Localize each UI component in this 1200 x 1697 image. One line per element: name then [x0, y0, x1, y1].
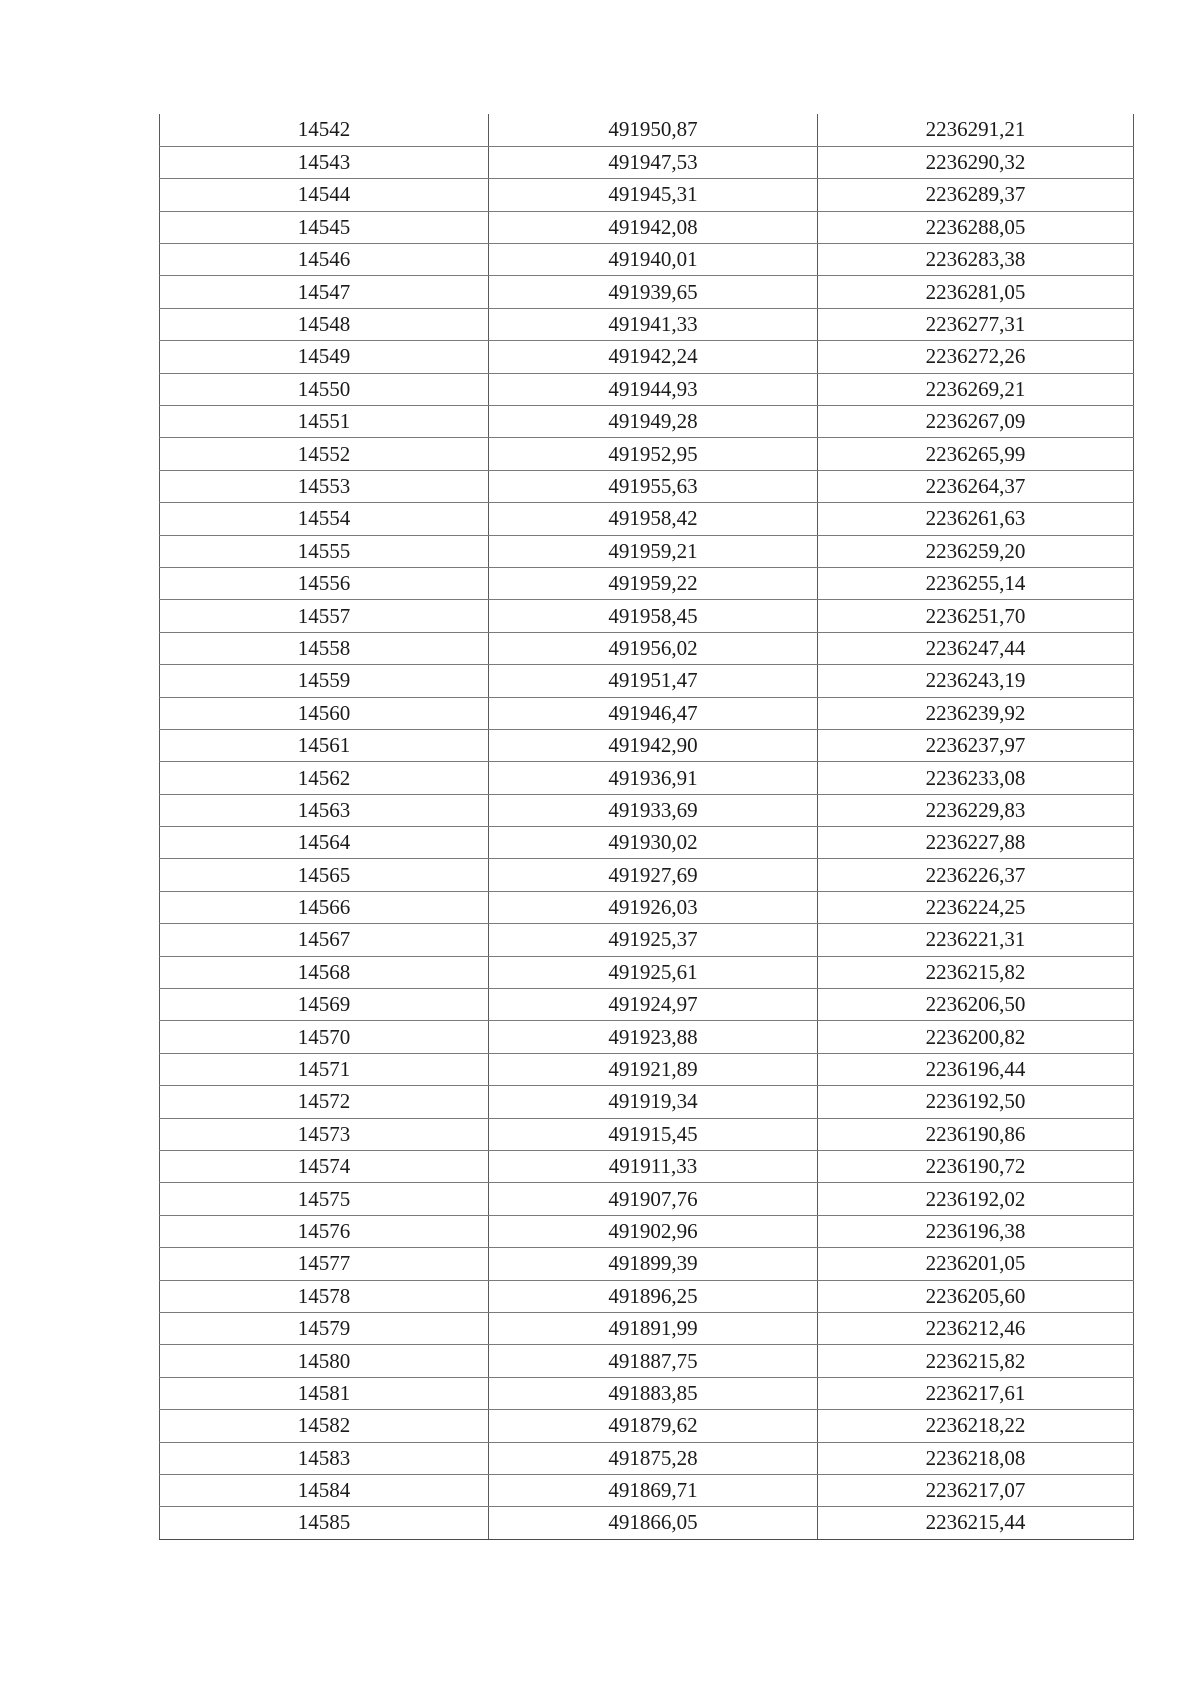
y-coordinate-cell: 2236201,05: [818, 1248, 1134, 1280]
y-coordinate-cell: 2236200,82: [818, 1021, 1134, 1053]
point-number-cell: 14543: [160, 146, 489, 178]
x-coordinate-cell: 491933,69: [489, 794, 818, 826]
point-number-cell: 14548: [160, 308, 489, 340]
point-number-cell: 14555: [160, 535, 489, 567]
point-number-cell: 14573: [160, 1118, 489, 1150]
point-number-cell: 14560: [160, 697, 489, 729]
point-number-cell: 14582: [160, 1410, 489, 1442]
x-coordinate-cell: 491926,03: [489, 891, 818, 923]
y-coordinate-cell: 2236192,02: [818, 1183, 1134, 1215]
y-coordinate-cell: 2236264,37: [818, 470, 1134, 502]
table-row: [160, 632, 1134, 664]
y-coordinate-cell: 2236265,99: [818, 438, 1134, 470]
point-number-cell: 14553: [160, 470, 489, 502]
x-coordinate-cell: 491939,65: [489, 276, 818, 308]
table-row: [160, 470, 1134, 502]
point-number-cell: 14554: [160, 503, 489, 535]
table-row: [160, 956, 1134, 988]
table-row: [160, 567, 1134, 599]
y-coordinate-cell: 2236243,19: [818, 665, 1134, 697]
point-number-cell: 14579: [160, 1312, 489, 1344]
table-row: [160, 1410, 1134, 1442]
x-coordinate-cell: 491925,37: [489, 924, 818, 956]
x-coordinate-cell: 491942,90: [489, 729, 818, 761]
table-row: [160, 989, 1134, 1021]
y-coordinate-cell: 2236196,38: [818, 1215, 1134, 1247]
x-coordinate-cell: 491911,33: [489, 1151, 818, 1183]
table-row: [160, 244, 1134, 276]
x-coordinate-cell: 491958,45: [489, 600, 818, 632]
x-coordinate-cell: 491959,22: [489, 567, 818, 599]
y-coordinate-cell: 2236190,86: [818, 1118, 1134, 1150]
y-coordinate-cell: 2236233,08: [818, 762, 1134, 794]
x-coordinate-cell: 491958,42: [489, 503, 818, 535]
x-coordinate-cell: 491879,62: [489, 1410, 818, 1442]
x-coordinate-cell: 491942,08: [489, 211, 818, 243]
point-number-cell: 14575: [160, 1183, 489, 1215]
table-row: [160, 1507, 1134, 1539]
x-coordinate-cell: 491921,89: [489, 1053, 818, 1085]
point-number-cell: 14578: [160, 1280, 489, 1312]
x-coordinate-cell: 491944,93: [489, 373, 818, 405]
x-coordinate-cell: 491883,85: [489, 1377, 818, 1409]
x-coordinate-cell: 491950,87: [489, 114, 818, 146]
x-coordinate-cell: 491959,21: [489, 535, 818, 567]
table-row: [160, 1312, 1134, 1344]
point-number-cell: 14583: [160, 1442, 489, 1474]
y-coordinate-cell: 2236229,83: [818, 794, 1134, 826]
y-coordinate-cell: 2236215,82: [818, 956, 1134, 988]
x-coordinate-cell: 491936,91: [489, 762, 818, 794]
table-row: [160, 1118, 1134, 1150]
table-row: [160, 600, 1134, 632]
x-coordinate-cell: 491902,96: [489, 1215, 818, 1247]
point-number-cell: 14569: [160, 989, 489, 1021]
x-coordinate-cell: 491896,25: [489, 1280, 818, 1312]
point-number-cell: 14561: [160, 729, 489, 761]
y-coordinate-cell: 2236196,44: [818, 1053, 1134, 1085]
table-row: [160, 146, 1134, 178]
x-coordinate-cell: 491942,24: [489, 341, 818, 373]
y-coordinate-cell: 2236288,05: [818, 211, 1134, 243]
table-row: [160, 503, 1134, 535]
x-coordinate-cell: 491869,71: [489, 1474, 818, 1506]
point-number-cell: 14552: [160, 438, 489, 470]
table-row: [160, 794, 1134, 826]
y-coordinate-cell: 2236215,44: [818, 1507, 1134, 1539]
x-coordinate-cell: 491947,53: [489, 146, 818, 178]
table-row: [160, 211, 1134, 243]
x-coordinate-cell: 491956,02: [489, 632, 818, 664]
y-coordinate-cell: 2236205,60: [818, 1280, 1134, 1312]
table-row: [160, 665, 1134, 697]
point-number-cell: 14574: [160, 1151, 489, 1183]
y-coordinate-cell: 2236224,25: [818, 891, 1134, 923]
x-coordinate-cell: 491915,45: [489, 1118, 818, 1150]
table-row: [160, 859, 1134, 891]
y-coordinate-cell: 2236261,63: [818, 503, 1134, 535]
point-number-cell: 14580: [160, 1345, 489, 1377]
y-coordinate-cell: 2236255,14: [818, 567, 1134, 599]
point-number-cell: 14562: [160, 762, 489, 794]
table-row: [160, 1474, 1134, 1506]
point-number-cell: 14571: [160, 1053, 489, 1085]
table-row: [160, 308, 1134, 340]
x-coordinate-cell: 491891,99: [489, 1312, 818, 1344]
coordinates-table: [159, 114, 1134, 1540]
y-coordinate-cell: 2236215,82: [818, 1345, 1134, 1377]
table-row: [160, 891, 1134, 923]
point-number-cell: 14551: [160, 406, 489, 438]
table-row: [160, 179, 1134, 211]
point-number-cell: 14549: [160, 341, 489, 373]
table-row: [160, 1377, 1134, 1409]
x-coordinate-cell: 491924,97: [489, 989, 818, 1021]
table-row: [160, 438, 1134, 470]
x-coordinate-cell: 491899,39: [489, 1248, 818, 1280]
x-coordinate-cell: 491919,34: [489, 1086, 818, 1118]
x-coordinate-cell: 491945,31: [489, 179, 818, 211]
table-row: [160, 341, 1134, 373]
x-coordinate-cell: 491930,02: [489, 827, 818, 859]
point-number-cell: 14546: [160, 244, 489, 276]
point-number-cell: 14566: [160, 891, 489, 923]
point-number-cell: 14570: [160, 1021, 489, 1053]
table-row: [160, 1151, 1134, 1183]
table-row: [160, 1183, 1134, 1215]
y-coordinate-cell: 2236218,22: [818, 1410, 1134, 1442]
point-number-cell: 14545: [160, 211, 489, 243]
point-number-cell: 14585: [160, 1507, 489, 1539]
y-coordinate-cell: 2236212,46: [818, 1312, 1134, 1344]
point-number-cell: 14556: [160, 567, 489, 599]
coordinates-table-body: [160, 114, 1134, 1539]
y-coordinate-cell: 2236239,92: [818, 697, 1134, 729]
point-number-cell: 14584: [160, 1474, 489, 1506]
point-number-cell: 14577: [160, 1248, 489, 1280]
y-coordinate-cell: 2236269,21: [818, 373, 1134, 405]
point-number-cell: 14564: [160, 827, 489, 859]
y-coordinate-cell: 2236251,70: [818, 600, 1134, 632]
y-coordinate-cell: 2236206,50: [818, 989, 1134, 1021]
table-row: [160, 1086, 1134, 1118]
x-coordinate-cell: 491925,61: [489, 956, 818, 988]
point-number-cell: 14565: [160, 859, 489, 891]
x-coordinate-cell: 491927,69: [489, 859, 818, 891]
point-number-cell: 14568: [160, 956, 489, 988]
point-number-cell: 14576: [160, 1215, 489, 1247]
y-coordinate-cell: 2236218,08: [818, 1442, 1134, 1474]
y-coordinate-cell: 2236281,05: [818, 276, 1134, 308]
y-coordinate-cell: 2236217,07: [818, 1474, 1134, 1506]
x-coordinate-cell: 491907,76: [489, 1183, 818, 1215]
point-number-cell: 14572: [160, 1086, 489, 1118]
x-coordinate-cell: 491940,01: [489, 244, 818, 276]
y-coordinate-cell: 2236267,09: [818, 406, 1134, 438]
point-number-cell: 14563: [160, 794, 489, 826]
y-coordinate-cell: 2236290,32: [818, 146, 1134, 178]
point-number-cell: 14557: [160, 600, 489, 632]
y-coordinate-cell: 2236283,38: [818, 244, 1134, 276]
y-coordinate-cell: 2236289,37: [818, 179, 1134, 211]
y-coordinate-cell: 2236227,88: [818, 827, 1134, 859]
table-row: [160, 827, 1134, 859]
x-coordinate-cell: 491941,33: [489, 308, 818, 340]
table-row: [160, 1053, 1134, 1085]
y-coordinate-cell: 2236247,44: [818, 632, 1134, 664]
x-coordinate-cell: 491875,28: [489, 1442, 818, 1474]
point-number-cell: 14550: [160, 373, 489, 405]
x-coordinate-cell: 491949,28: [489, 406, 818, 438]
x-coordinate-cell: 491951,47: [489, 665, 818, 697]
point-number-cell: 14558: [160, 632, 489, 664]
y-coordinate-cell: 2236237,97: [818, 729, 1134, 761]
x-coordinate-cell: 491946,47: [489, 697, 818, 729]
table-row: [160, 373, 1134, 405]
x-coordinate-cell: 491923,88: [489, 1021, 818, 1053]
x-coordinate-cell: 491866,05: [489, 1507, 818, 1539]
table-row: [160, 1215, 1134, 1247]
point-number-cell: 14542: [160, 114, 489, 146]
table-row: [160, 114, 1134, 146]
table-row: [160, 729, 1134, 761]
table-row: [160, 1345, 1134, 1377]
table-row: [160, 762, 1134, 794]
table-row: [160, 924, 1134, 956]
point-number-cell: 14567: [160, 924, 489, 956]
point-number-cell: 14544: [160, 179, 489, 211]
y-coordinate-cell: 2236217,61: [818, 1377, 1134, 1409]
y-coordinate-cell: 2236190,72: [818, 1151, 1134, 1183]
y-coordinate-cell: 2236192,50: [818, 1086, 1134, 1118]
table-row: [160, 1442, 1134, 1474]
table-row: [160, 697, 1134, 729]
table-row: [160, 1280, 1134, 1312]
y-coordinate-cell: 2236259,20: [818, 535, 1134, 567]
table-row: [160, 276, 1134, 308]
y-coordinate-cell: 2236221,31: [818, 924, 1134, 956]
point-number-cell: 14547: [160, 276, 489, 308]
y-coordinate-cell: 2236272,26: [818, 341, 1134, 373]
table-row: [160, 535, 1134, 567]
point-number-cell: 14559: [160, 665, 489, 697]
x-coordinate-cell: 491955,63: [489, 470, 818, 502]
x-coordinate-cell: 491887,75: [489, 1345, 818, 1377]
y-coordinate-cell: 2236226,37: [818, 859, 1134, 891]
table-row: [160, 406, 1134, 438]
point-number-cell: 14581: [160, 1377, 489, 1409]
table-row: [160, 1021, 1134, 1053]
y-coordinate-cell: 2236291,21: [818, 114, 1134, 146]
y-coordinate-cell: 2236277,31: [818, 308, 1134, 340]
table-row: [160, 1248, 1134, 1280]
x-coordinate-cell: 491952,95: [489, 438, 818, 470]
